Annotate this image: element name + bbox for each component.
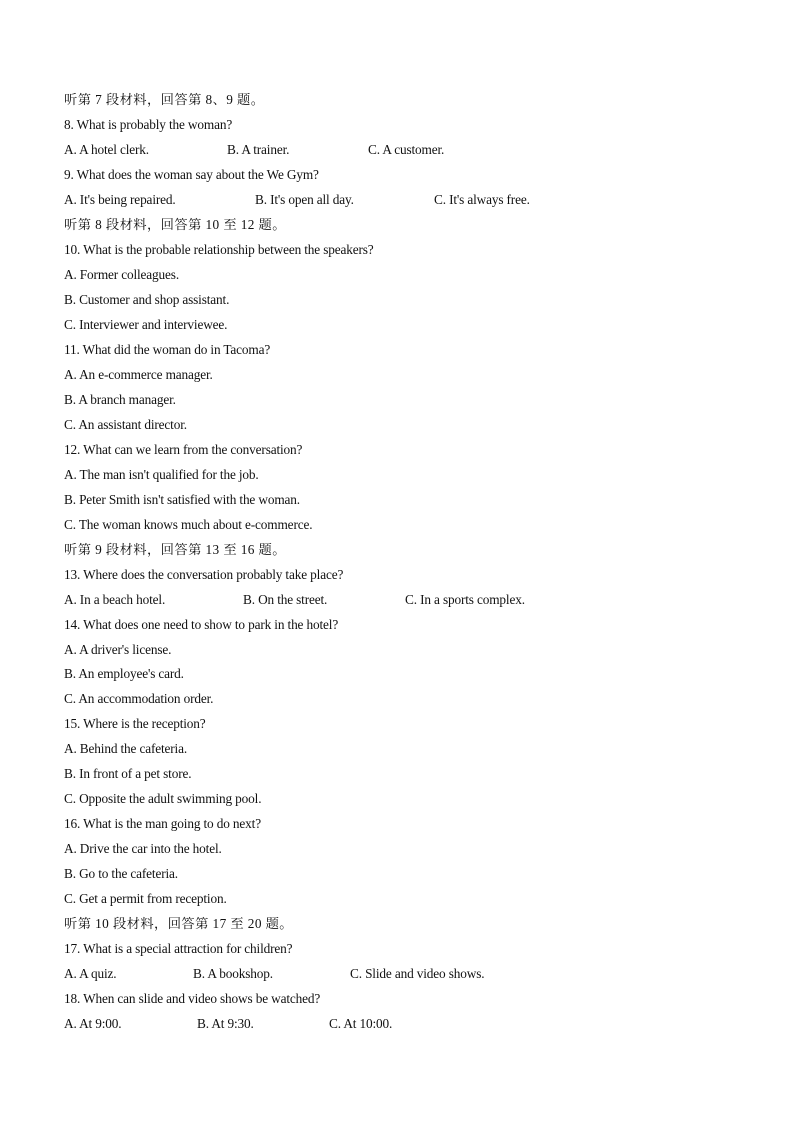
option-a: A. It's being repaired. (64, 192, 176, 207)
option-b: B. A trainer. (227, 142, 290, 157)
option-a: A. Behind the cafeteria. (64, 741, 188, 756)
option-b: B. Go to the cafeteria. (64, 866, 178, 881)
option-b: B. Customer and shop assistant. (64, 292, 230, 307)
option-c: C. An assistant director. (64, 417, 187, 432)
option-b: B. Peter Smith isn't satisfied with the woman. (64, 492, 300, 507)
section-heading: 听第 9 段材料，回答第 13 至 16 题。 (64, 542, 286, 557)
option-b: B. In front of a pet store. (64, 766, 192, 781)
option-row (64, 140, 445, 160)
section-heading: 听第 8 段材料，回答第 10 至 12 题。 (64, 217, 286, 232)
question-stem: 14. What does one need to show to park in the hotel? (64, 617, 339, 632)
question-stem: 10. What is the probable relationship between the speakers? (64, 242, 374, 257)
option-c: C. At 10:00. (329, 1016, 393, 1031)
option-a: A. At 9:00. (64, 1016, 122, 1031)
question-stem: 11. What did the woman do in Tacoma? (64, 342, 271, 357)
option-b: B. It's open all day. (255, 192, 354, 207)
option-a: A. The man isn't qualified for the job. (64, 467, 259, 482)
section-heading: 听第 7 段材料，回答第 8、9 题。 (64, 92, 265, 107)
option-c: C. It's always free. (434, 192, 530, 207)
option-b: B. A bookshop. (193, 966, 273, 981)
option-a: A. An e-commerce manager. (64, 367, 213, 382)
question-stem: 15. Where is the reception? (64, 716, 206, 731)
option-a: A. A driver's license. (64, 642, 172, 657)
option-a: A. A hotel clerk. (64, 142, 149, 157)
option-b: B. An employee's card. (64, 666, 184, 681)
option-b: B. A branch manager. (64, 392, 176, 407)
option-c: C. Get a permit from reception. (64, 891, 227, 906)
option-c: C. An accommodation order. (64, 691, 214, 706)
option-c: C. In a sports complex. (405, 592, 525, 607)
option-b: B. On the street. (243, 592, 328, 607)
option-row (64, 964, 485, 984)
option-a: A. A quiz. (64, 966, 117, 981)
section-heading: 听第 10 段材料，回答第 17 至 20 题。 (64, 916, 293, 931)
option-a: A. In a beach hotel. (64, 592, 166, 607)
option-row (64, 1014, 393, 1034)
option-row (64, 590, 525, 610)
option-c: C. Interviewer and interviewee. (64, 317, 228, 332)
question-stem: 18. When can slide and video shows be watched? (64, 991, 321, 1006)
question-stem: 8. What is probably the woman? (64, 117, 233, 132)
question-stem: 13. Where does the conversation probably take place? (64, 567, 344, 582)
question-stem: 17. What is a special attraction for children? (64, 941, 293, 956)
option-b: B. At 9:30. (197, 1016, 254, 1031)
option-a: A. Drive the car into the hotel. (64, 841, 222, 856)
question-stem: 16. What is the man going to do next? (64, 816, 261, 831)
option-c: C. The woman knows much about e-commerce. (64, 517, 313, 532)
option-a: A. Former colleagues. (64, 267, 180, 282)
option-c: C. A customer. (368, 142, 445, 157)
question-stem: 9. What does the woman say about the We Gym? (64, 167, 319, 182)
option-c: C. Slide and video shows. (350, 966, 485, 981)
question-stem: 12. What can we learn from the conversation? (64, 442, 303, 457)
option-row (64, 190, 530, 210)
option-c: C. Opposite the adult swimming pool. (64, 791, 262, 806)
